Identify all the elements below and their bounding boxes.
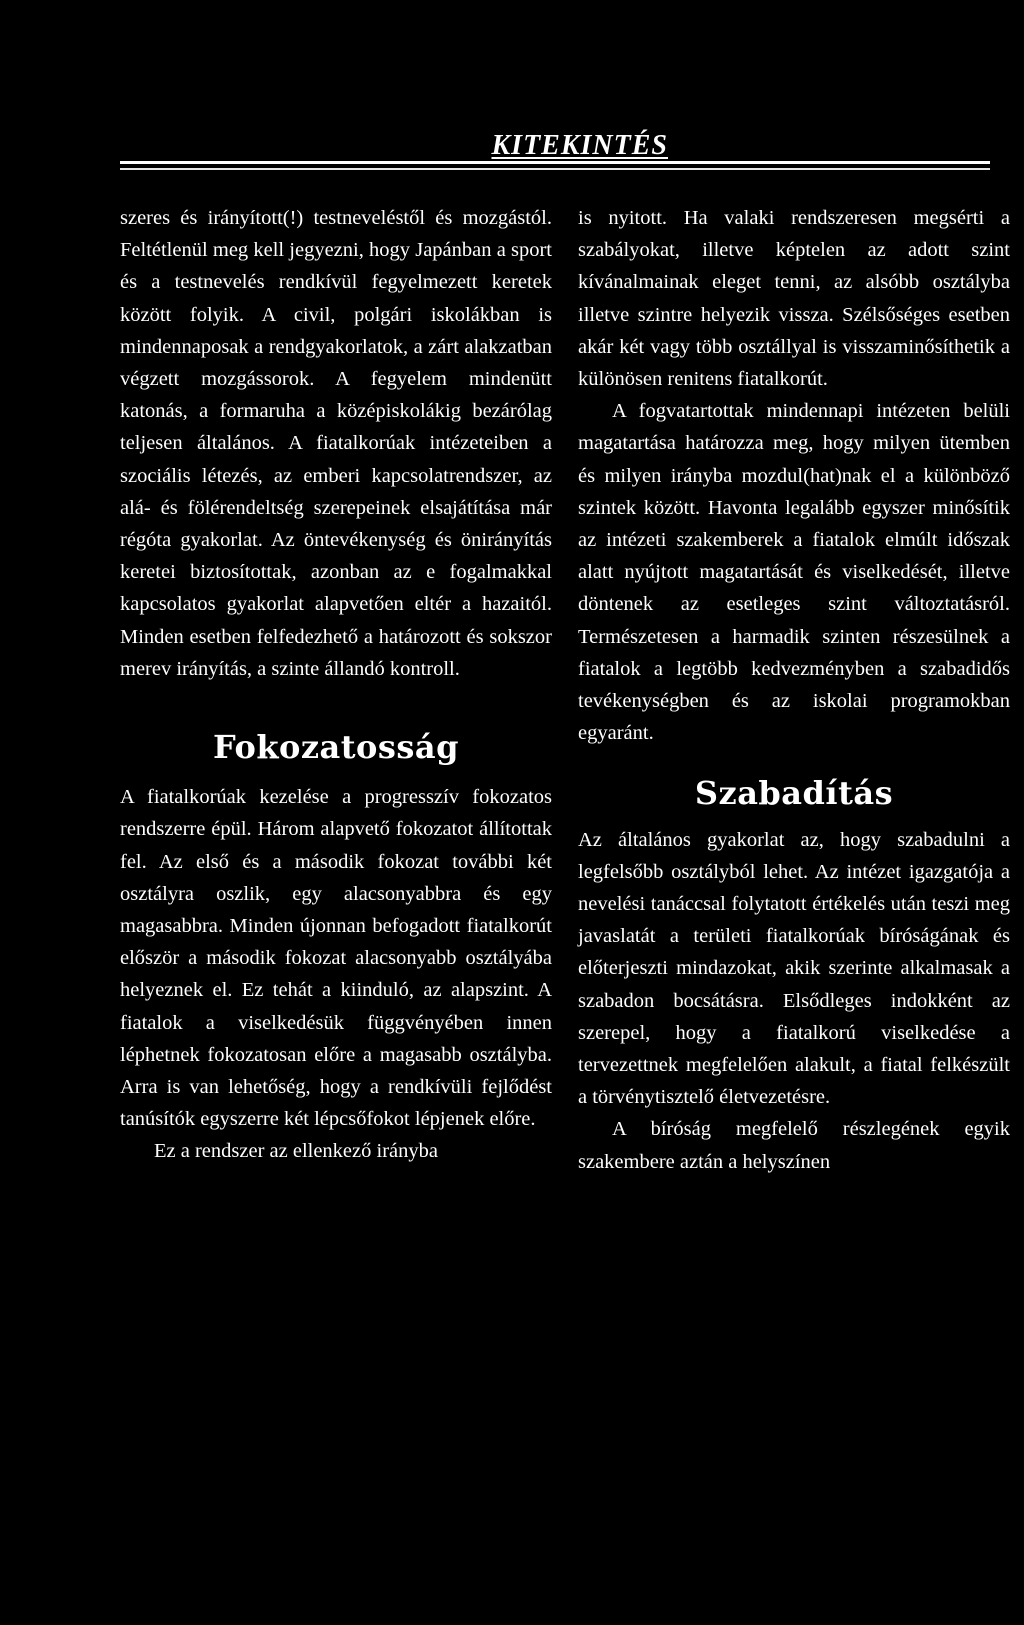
section-title-szabaditas: Szabadítás xyxy=(694,774,894,813)
body-paragraph: A fogvatartottak mindennapi intézeten belüli magatartása határozza meg, hogy milyen ütemben és milyen irányba mozdul(hat)nak el a különböző szintek között. Havonta legalább egyszer minősítik az intézeti szakemberek a fiatalok elmúlt időszak alatt nyújtott magatartását és viselkedését, illetve döntenek az esetleges szint változtatásról. Természetesen a harmadik szinten részesülnek a fiatalok a legtöbb kedvezményben a szabadidős tevékenységben és az iskolai programokban egyaránt. xyxy=(578,400,1010,745)
section-header-title: KITEKINTÉS xyxy=(491,130,668,161)
body-paragraph: is nyitott. Ha valaki rendszeresen megsérti a szabályokat, illetve képtelen az adott szint kívánalmainak eleget tenni, az alsóbb osztályba illetve szintre helyezik vissza. Szélsőséges esetben akár két vagy több osztállyal is visszaminősíthetik a különösen renitens fiatalkorút. xyxy=(578,207,1010,391)
page-header xyxy=(0,128,1024,168)
body-paragraph: A fiatalkorúak kezelése a progresszív fokozatos rendszerre épül. Három alapvető fokozatot állítottak fel. Az első és a második fokozat további két osztályra oszlik, egy alacsonyabbra és egy magasabbra. Minden újonnan befogadott fiatalkorút először a második fokozat alacsonyabb osztályába helyeznek el. Ez tehát a kiinduló, az alapszint. A fiatalok a viselkedésük függvényében innen léphetnek fokozatosan előre a magasabb osztályba. Arra is van lehetőség, hogy a rendkívüli fejlődést tanúsítók egyszerre két lépcsőfokot lépjenek előre. xyxy=(120,786,552,1131)
left-column xyxy=(120,202,552,1168)
body-paragraph: szeres és irányított(!) testneveléstől és mozgástól. Feltétlenül meg kell jegyezni, hogy Japánban a sport és a testnevelés rendkívül fegyelmezett keretek között folyik. A civil, polgári iskolákban is mindennaposak a rendgyakorlatok, a zárt alakzatban végzett mozgássorok. A fegyelem mindenütt katonás, a formaruha a középiskolákig bezárólag teljesen általános. A fiatalkorúak intézeteiben a szociális létezés, az emberi kapcsolatrendszer, az alá- és fölérendeltség szerepeinek elsajátítása már régóta gyakorlat. Az öntevékenység és önirányítás keretei biztosítottak, azonban az e fogalmakkal kapcsolatos gyakorlat alapvetően eltér a hazaitól. Minden esetben felfedezhető a határozott és sokszor merev irányítás, a szinte állandó kontroll. xyxy=(120,207,552,680)
body-paragraph: A bíróság megfelelő részlegének egyik szakembere aztán a helyszínen xyxy=(578,1118,1010,1173)
body-paragraph: Ez a rendszer az ellenkező irányba xyxy=(154,1140,438,1163)
header-rule-thin xyxy=(120,168,990,170)
section-title-fokozatossag: Fokozatosság xyxy=(213,728,459,767)
right-column xyxy=(578,202,1010,1178)
header-rule xyxy=(120,161,990,164)
body-paragraph: Az általános gyakorlat az, hogy szabadulni a legfelsőbb osztályból lehet. Az intézet igazgatója a nevelési tanáccsal folytatott értékelés után teszi meg javaslatát a területi fiatalkorúak bíróságának és előterjeszti mindazokat, akik szerinte alkalmasak a szabadon bocsátásra. Elsődleges indokként az szerepel, hogy a fiatalkorú viselkedése a tervezettnek megfelelően alakult, a fiatal felkészült a törvénytisztelő életvezetésre. xyxy=(578,828,1010,1109)
